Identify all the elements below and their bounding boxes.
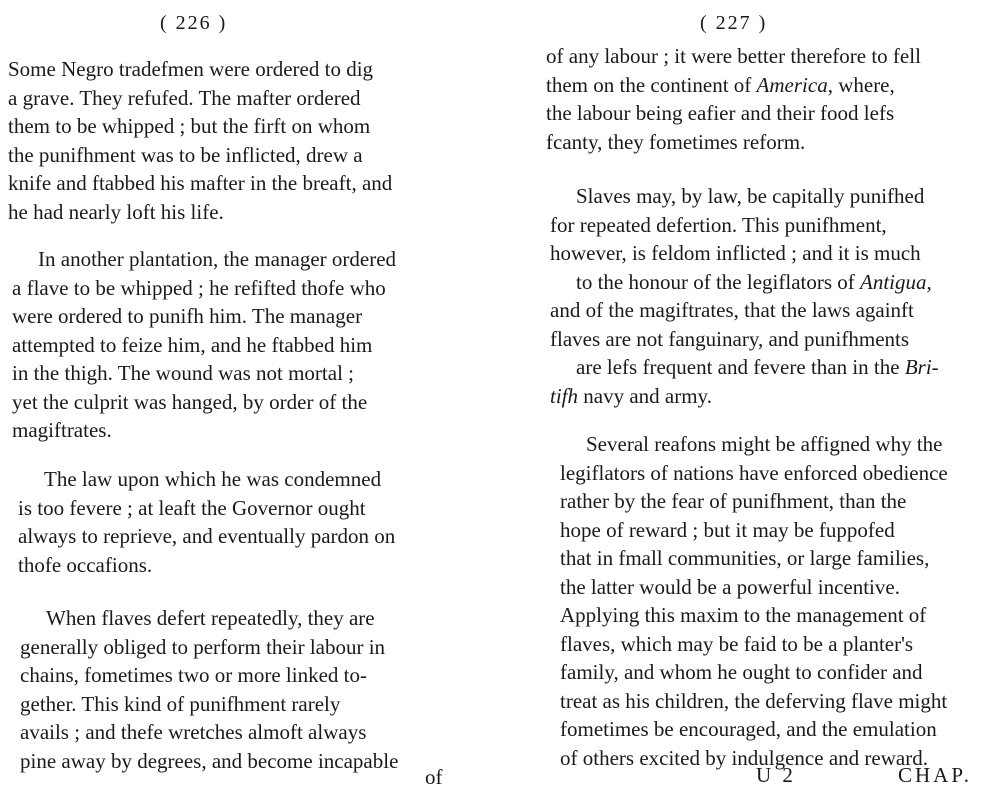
left-page xyxy=(0,0,470,795)
text-line: of any labour ; it were better therefore to fell xyxy=(546,44,921,68)
text-line: avails ; and thefe wretches almoft always xyxy=(20,720,367,744)
text-line: attempted to feize him, and he ftabbed him xyxy=(12,332,373,357)
italic-place-name: America xyxy=(756,72,828,97)
paragraph xyxy=(546,42,966,156)
text-line: and of the magiftrates, that the laws againft xyxy=(550,298,914,322)
paragraph xyxy=(18,465,443,579)
text-line: them to be whipped ; but the firft on whom xyxy=(8,114,371,138)
text-line xyxy=(550,268,980,297)
text-line xyxy=(550,353,980,382)
paragraph xyxy=(560,430,990,772)
text-line: treat as his children, the deferving flave might xyxy=(560,688,948,713)
text-line: fometimes be encouraged, and the emulation xyxy=(560,717,937,741)
text-line: family, and whom he ought to confider and xyxy=(560,660,923,684)
text-line xyxy=(550,382,980,411)
text-line: always to reprieve, and eventually pardon on xyxy=(18,524,396,548)
text-run: them on the continent of xyxy=(546,72,757,97)
text-line: the labour being eafier and their food lefs xyxy=(546,101,895,125)
text-line: When flaves defert repeatedly, they are xyxy=(46,606,375,630)
text-line: Applying this maxim to the management of xyxy=(560,603,927,627)
text-line: yet the culprit was hanged, by order of the xyxy=(12,389,368,414)
paragraph xyxy=(20,604,445,775)
text-line: he had nearly loft his life. xyxy=(8,199,224,224)
paragraph xyxy=(12,245,437,445)
text-line: generally obliged to perform their labour in xyxy=(20,634,386,659)
text-line: The law upon which he was condemned xyxy=(44,467,382,491)
text-line: a flave to be whipped ; he refifted thofe who xyxy=(12,275,386,300)
text-run: , where, xyxy=(827,72,895,97)
text-line: the latter would be a powerful incentive. xyxy=(560,574,900,599)
catchword: of xyxy=(425,765,443,789)
catchword: CHAP. xyxy=(898,763,972,787)
text-line: flaves, which may be faid to be a planter's xyxy=(560,631,914,656)
text-line: in the thigh. The wound was not mortal ; xyxy=(12,361,354,385)
text-line: chains, fometimes two or more linked to- xyxy=(20,663,368,687)
text-run: , xyxy=(926,269,932,294)
text-line: Some Negro tradefmen were ordered to dig xyxy=(8,57,374,81)
text-line: that in fmall communities, or large families, xyxy=(560,546,930,570)
text-run: to the honour of the legiflators of xyxy=(576,269,861,294)
text-line: legiflators of nations have enforced obedience xyxy=(560,460,948,485)
text-line: fcanty, they fometimes reform. xyxy=(546,129,806,154)
text-run: navy and army. xyxy=(578,383,712,408)
text-line: gether. This kind of punifhment rarely xyxy=(20,691,341,716)
text-line xyxy=(546,71,966,100)
paragraph xyxy=(8,55,428,226)
text-line: for repeated defertion. This punifhment, xyxy=(550,212,887,237)
text-line: In another plantation, the manager ordered xyxy=(38,247,397,271)
text-line: is too fevere ; at leaft the Governor ought xyxy=(18,495,366,520)
italic-word: tifh xyxy=(550,383,579,408)
text-line: a grave. They refufed. The mafter ordered xyxy=(8,85,361,110)
text-line: however, is feldom inflicted ; and it is much xyxy=(550,241,921,265)
page-number: ( 227 ) xyxy=(700,12,768,34)
text-line: flaves are not fanguinary, and punifhments xyxy=(550,326,910,351)
text-line: of others excited by indulgence and reward. xyxy=(560,745,928,770)
text-line: Several reafons might be affigned why the xyxy=(586,432,943,456)
text-line: the punifhment was to be inflicted, drew a xyxy=(8,142,363,167)
paragraph xyxy=(550,182,980,410)
text-line: rather by the fear of punifhment, than the xyxy=(560,489,907,513)
page-number: ( 226 ) xyxy=(160,12,228,34)
text-line: hope of reward ; but it may be fuppofed xyxy=(560,517,895,542)
italic-word: Bri- xyxy=(904,355,939,379)
text-line: were ordered to punifh him. The manager xyxy=(12,304,363,328)
right-page xyxy=(520,0,1000,795)
text-line: Slaves may, by law, be capitally punifhed xyxy=(576,184,925,208)
text-line: magiftrates. xyxy=(12,418,112,442)
text-line: pine away by degrees, and become incapable xyxy=(20,748,399,773)
text-run: are lefs frequent and fevere than in the xyxy=(576,355,905,379)
text-line: knife and ftabbed his mafter in the breaft, and xyxy=(8,171,393,195)
signature-mark: U 2 xyxy=(756,763,796,787)
text-line: thofe occafions. xyxy=(18,552,153,577)
italic-place-name: Antigua xyxy=(860,269,927,294)
